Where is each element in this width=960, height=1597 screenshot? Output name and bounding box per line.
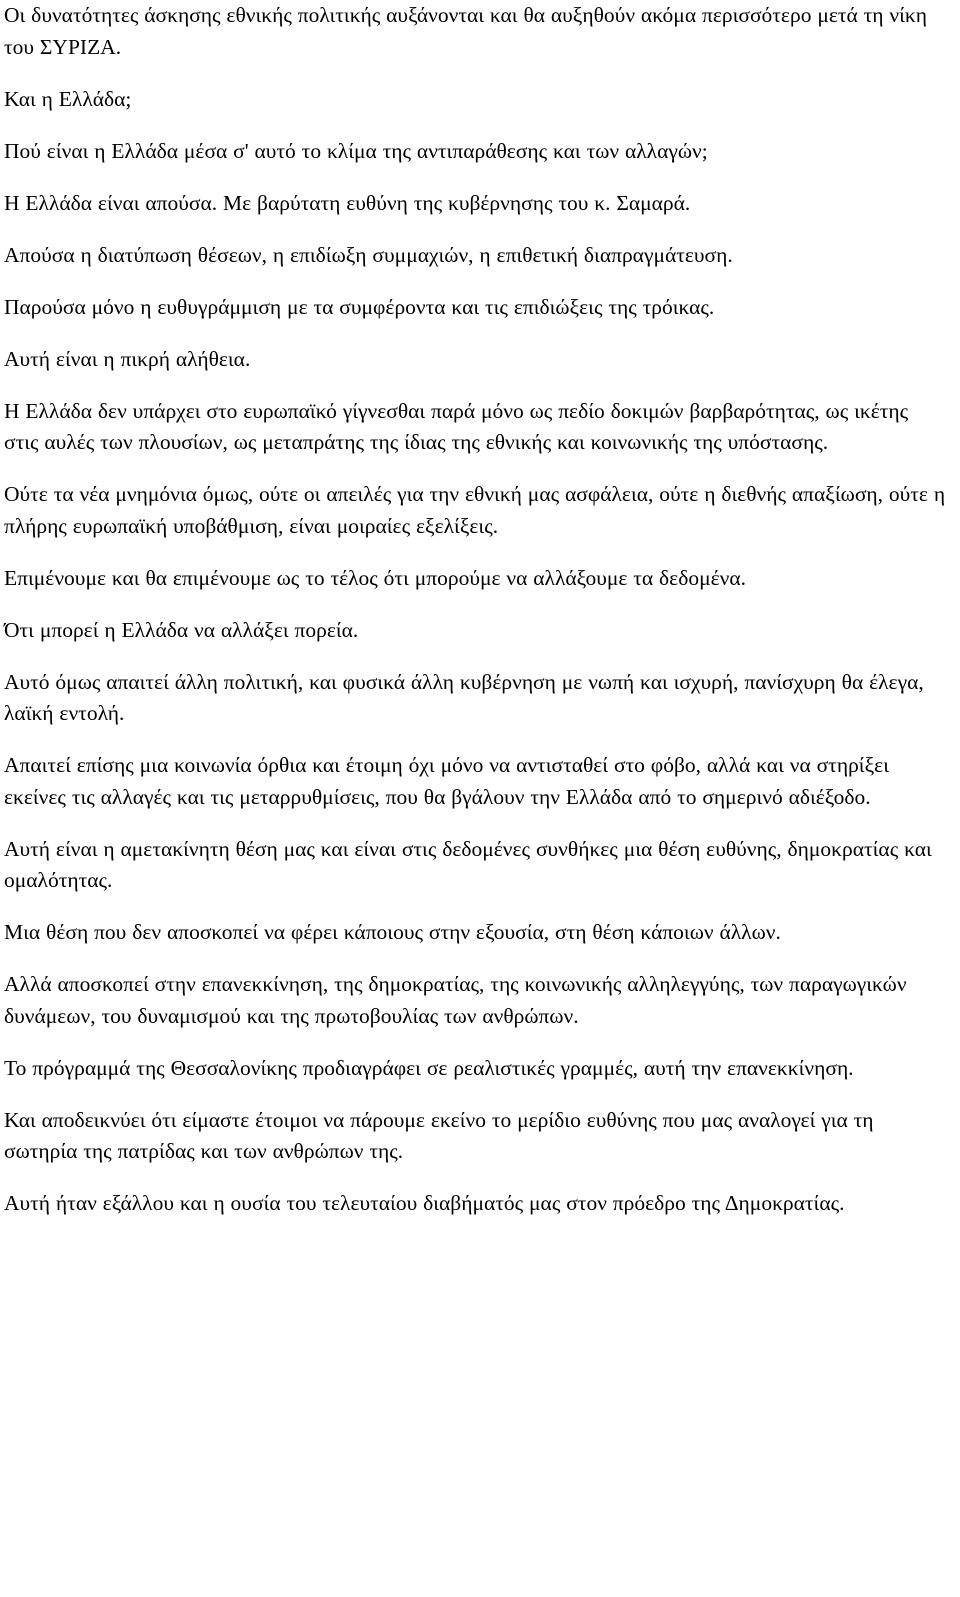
paragraph-3: Πού είναι η Ελλάδα μέσα σ' αυτό το κλίμα της αντιπαράθεσης και των αλλαγών; bbox=[4, 138, 708, 163]
paragraph-7: Αυτή είναι η πικρή αλήθεια. bbox=[4, 346, 251, 371]
paragraph-15: Μια θέση που δεν αποσκοπεί να φέρει κάποιους στην εξουσία, στη θέση κάποιων άλλων. bbox=[4, 920, 781, 944]
paragraph-12: Αυτό όμως απαιτεί άλλη πολιτική, και φυσικά άλλη κυβέρνηση με νωπή και ισχυρή, πανίσχυρη θα έλεγα, λαϊκή εντολή. bbox=[4, 669, 924, 725]
paragraph-4: Η Ελλάδα είναι απούσα. Με βαρύτατη ευθύνη της κυβέρνησης του κ. Σαμαρά. bbox=[4, 190, 691, 215]
paragraph-18: Και αποδεικνύει ότι είμαστε έτοιμοι να πάρουμε εκείνο το μερίδιο ευθύνης που μας αναλογεί για τη σωτηρία της πατρίδας και των ανθρώπων της. bbox=[4, 1107, 874, 1163]
paragraph-19: Αυτή ήταν εξάλλου και η ουσία του τελευταίου διαβήματός μας στον πρόεδρο της Δημοκρατίας. bbox=[4, 1191, 845, 1215]
paragraph-6: Παρούσα μόνο η ευθυγράμμιση με τα συμφέροντα και τις επιδιώξεις της τρόικας. bbox=[4, 294, 715, 319]
paragraph-16: Αλλά αποσκοπεί στην επανεκκίνηση, της δημοκρατίας, της κοινωνικής αλληλεγγύης, των παραγωγικών δυνάμεων, του δυναμισμού και της πρωτοβουλίας των ανθρώπων. bbox=[4, 972, 907, 1028]
paragraph-13: Απαιτεί επίσης μια κοινωνία όρθια και έτοιμη όχι μόνο να αντισταθεί στο φόβο, αλλά και να στηρίξει εκείνες τις αλλαγές και τις μεταρρυθμίσεις, που θα βγάλουν την Ελλάδα από το σημερινό αδιέξοδο. bbox=[4, 753, 889, 809]
paragraph-5: Απούσα η διατύπωση θέσεων, η επιδίωξη συμμαχιών, η επιθετική διαπραγμάτευση. bbox=[4, 242, 733, 267]
paragraph-1: Οι δυνατότητες άσκησης εθνικής πολιτικής αυξάνονται και θα αυξηθούν ακόμα περισσότερο μετά τη νίκη του ΣΥΡΙΖΑ. bbox=[4, 3, 927, 59]
paragraph-10: Επιμένουμε και θα επιμένουμε ως το τέλος ότι μπορούμε να αλλάξουμε τα δεδομένα. bbox=[4, 565, 747, 590]
paragraph-17: Το πρόγραμμά της Θεσσαλονίκης προδιαγράφει σε ρεαλιστικές γραμμές, αυτή την επανεκκίνηση. bbox=[4, 1055, 854, 1080]
paragraph-2: Και η Ελλάδα; bbox=[4, 86, 132, 111]
paragraph-9: Ούτε τα νέα μνημόνια όμως, ούτε οι απειλές για την εθνική μας ασφάλεια, ούτε η διεθνής απαξίωση, ούτε η πλήρης ευρωπαϊκή υποβάθμιση, είναι μοιραίες εξελίξεις. bbox=[4, 482, 946, 538]
paragraph-11: Ότι μπορεί η Ελλάδα να αλλάξει πορεία. bbox=[4, 617, 359, 642]
paragraph-8: Η Ελλάδα δεν υπάρχει στο ευρωπαϊκό γίγνεσθαι παρά μόνο ως πεδίο δοκιμών βαρβαρότητας, ως ικέτης στις αυλές των πλουσίων, ως μεταπράτης της ίδιας της εθνικής και κοινωνικής της υπόστασης. bbox=[4, 398, 909, 454]
paragraph-14: Αυτή είναι η αμετακίνητη θέση μας και είναι στις δεδομένες συνθήκες μια θέση ευθύνης, δημοκρατίας και ομαλότητας. bbox=[4, 836, 932, 892]
